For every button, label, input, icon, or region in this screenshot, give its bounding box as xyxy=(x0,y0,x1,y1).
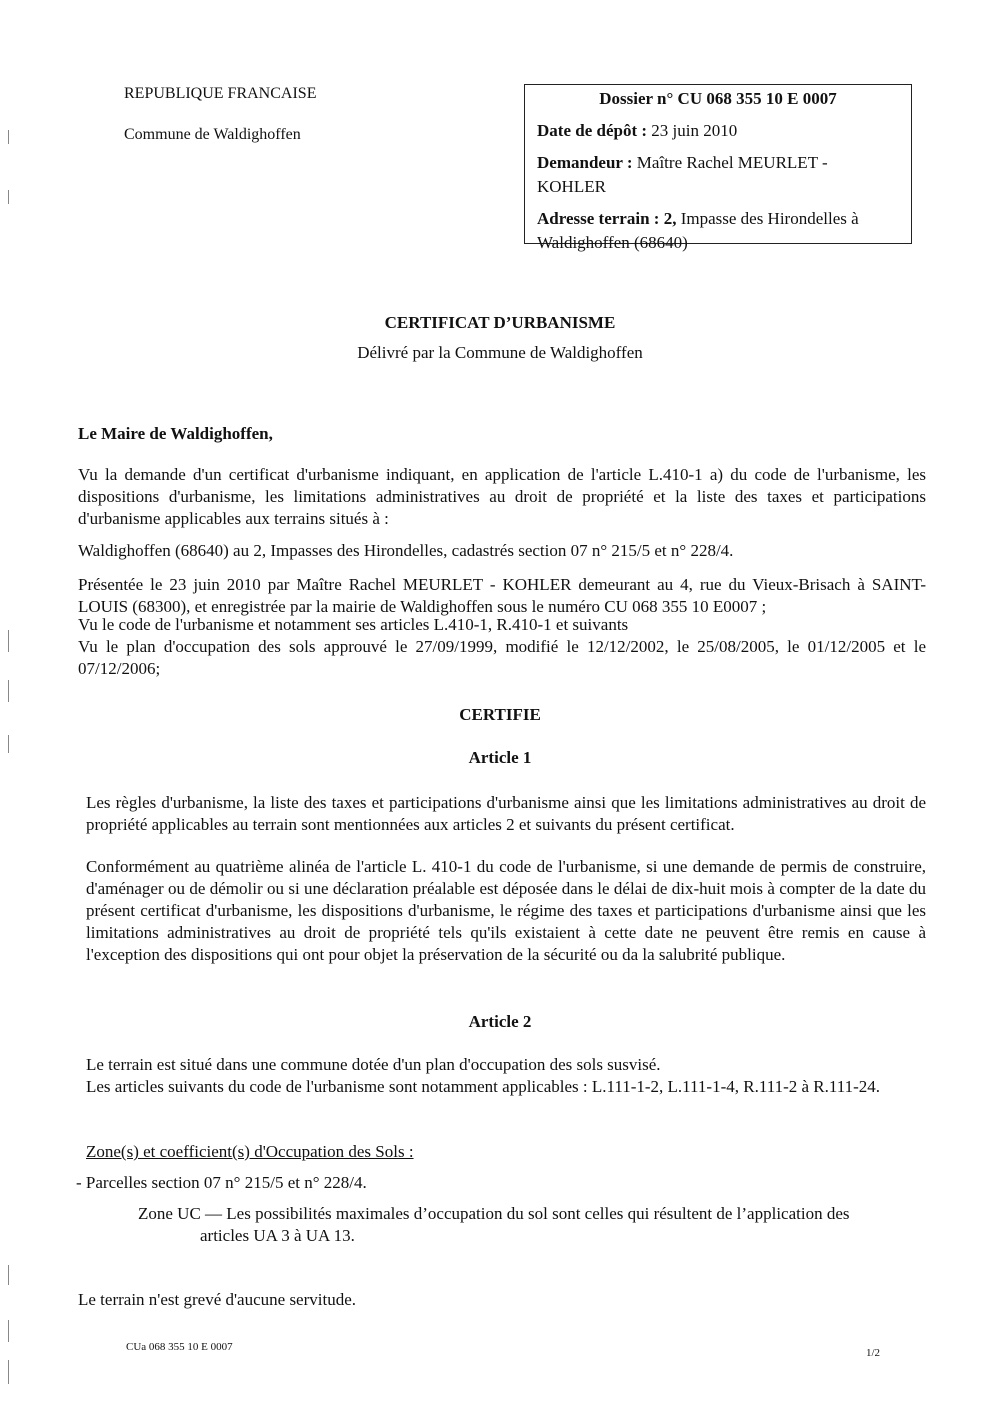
document-subtitle: Délivré par la Commune de Waldighoffen xyxy=(357,343,643,362)
article-1-paragraph-1: Les règles d'urbanisme, la liste des taxes et participations d'urbanisme ainsi que les limitations administratives au droit de propriété applicables au terrain sont mentionnées aux articles 2 et suivants du présent certificat. xyxy=(86,793,926,834)
demandeur-value-cont: KOHLER xyxy=(537,177,606,196)
adresse-label: Adresse terrain : xyxy=(537,209,660,228)
scan-mark xyxy=(8,130,9,144)
presentee-paragraph: Présentée le 23 juin 2010 par Maître Rachel MEURLET - KOHLER demeurant au 4, rue du Vieux-Brisach à SAINT-LOUIS (68300), et enregistrée par la mairie de Waldighoffen sous le numéro CU 068 355 10 E0007 ; xyxy=(78,575,926,616)
scan-mark xyxy=(8,680,9,702)
scan-mark xyxy=(8,630,9,652)
footer-reference: CUa 068 355 10 E 0007 xyxy=(126,1341,233,1353)
commune-name: Commune de Waldighoffen xyxy=(124,126,301,143)
vu-plan-paragraph: Vu le plan d'occupation des sols approuvé le 27/09/1999, modifié le 12/12/2002, le 25/08/2005, le 01/12/2005 et le 07/12/2006; xyxy=(78,637,926,678)
date-depot-label: Date de dépôt : xyxy=(537,121,648,140)
dossier-number: Dossier n° CU 068 355 10 E 0007 xyxy=(599,89,837,108)
zone-heading: Zone(s) et coefficient(s) d'Occupation des Sols : xyxy=(86,1142,414,1161)
date-depot xyxy=(537,119,911,143)
date-depot-value: 23 juin 2010 xyxy=(651,121,738,140)
servitude-line: Le terrain n'est grevé d'aucune servitude. xyxy=(78,1290,357,1309)
adresse-terrain xyxy=(537,207,911,255)
adresse-value-cont: Waldighoffen (68640) xyxy=(537,233,688,252)
document-title: CERTIFICAT D’URBANISME xyxy=(384,313,616,332)
adresse-value: Impasse des Hirondelles à xyxy=(680,209,859,228)
certifie-heading: CERTIFIE xyxy=(459,705,541,724)
adresse-number: 2, xyxy=(663,209,677,228)
parcelles-line: - Parcelles section 07 n° 215/5 et n° 228/4. xyxy=(76,1173,367,1192)
dossier-box xyxy=(524,84,912,252)
demandeur xyxy=(537,151,911,199)
zone-uc-line: Zone UC — Les possibilités maximales d’occupation du sol sont celles qui résultent de l’application des xyxy=(138,1204,850,1223)
zone-uc-line-cont: articles UA 3 à UA 13. xyxy=(200,1226,355,1245)
page-number: 1/2 xyxy=(866,1347,881,1359)
scan-mark xyxy=(8,1360,9,1384)
vu-demande-paragraph: Vu la demande d'un certificat d'urbanisme indiquant, en application de l'article L.410-1 a) du code de l'urbanisme, les dispositions d'urbanisme, les limitations administratives au droit de propriété et la liste des taxes et participations d'urbanisme applicables aux terrains situés à : xyxy=(78,465,926,528)
republic-heading: REPUBLIQUE FRANCAISE xyxy=(124,85,317,102)
lieu-paragraph: Waldighoffen (68640) au 2, Impasses des Hirondelles, cadastrés section 07 n° 215/5 et n° 228/4. xyxy=(78,541,734,560)
article-1-paragraph-2: Conformément au quatrième alinéa de l'article L. 410-1 du code de l'urbanisme, si une demande de permis de construire, d'aménager ou de démolir ou si une déclaration préalable est déposée dans le délai de dix-huit mois à compter de la date du présent certificat d'urbanisme, les dispositions d'urbanisme, le régime des taxes et participations d'urbanisme ainsi que les limitations administratives au droit de propriété tels qu'ils existaient à cette date ne peuvent être remis en cause à l'exception des dispositions qui ont pour objet la préservation de la sécurité ou da la salubrité publique. xyxy=(86,857,926,964)
article-2-line-1: Le terrain est situé dans une commune dotée d'un plan d'occupation des sols susvisé. xyxy=(86,1055,661,1074)
vu-code-line: Vu le code de l'urbanisme et notamment ses articles L.410-1, R.410-1 et suivants xyxy=(78,615,629,634)
scan-mark xyxy=(8,1320,9,1342)
demandeur-value: Maître Rachel MEURLET - xyxy=(636,153,828,172)
article-2-line-2: Les articles suivants du code de l'urbanisme sont notamment applicables : L.111-1-2, L.111-1-4, R.111-2 à R.111-24. xyxy=(86,1077,881,1096)
scan-mark xyxy=(8,1265,9,1285)
scan-mark xyxy=(8,190,9,204)
maire-heading: Le Maire de Waldighoffen, xyxy=(78,424,273,443)
article-2-heading: Article 2 xyxy=(468,1012,532,1031)
demandeur-label: Demandeur : xyxy=(537,153,633,172)
article-1-heading: Article 1 xyxy=(468,748,532,767)
